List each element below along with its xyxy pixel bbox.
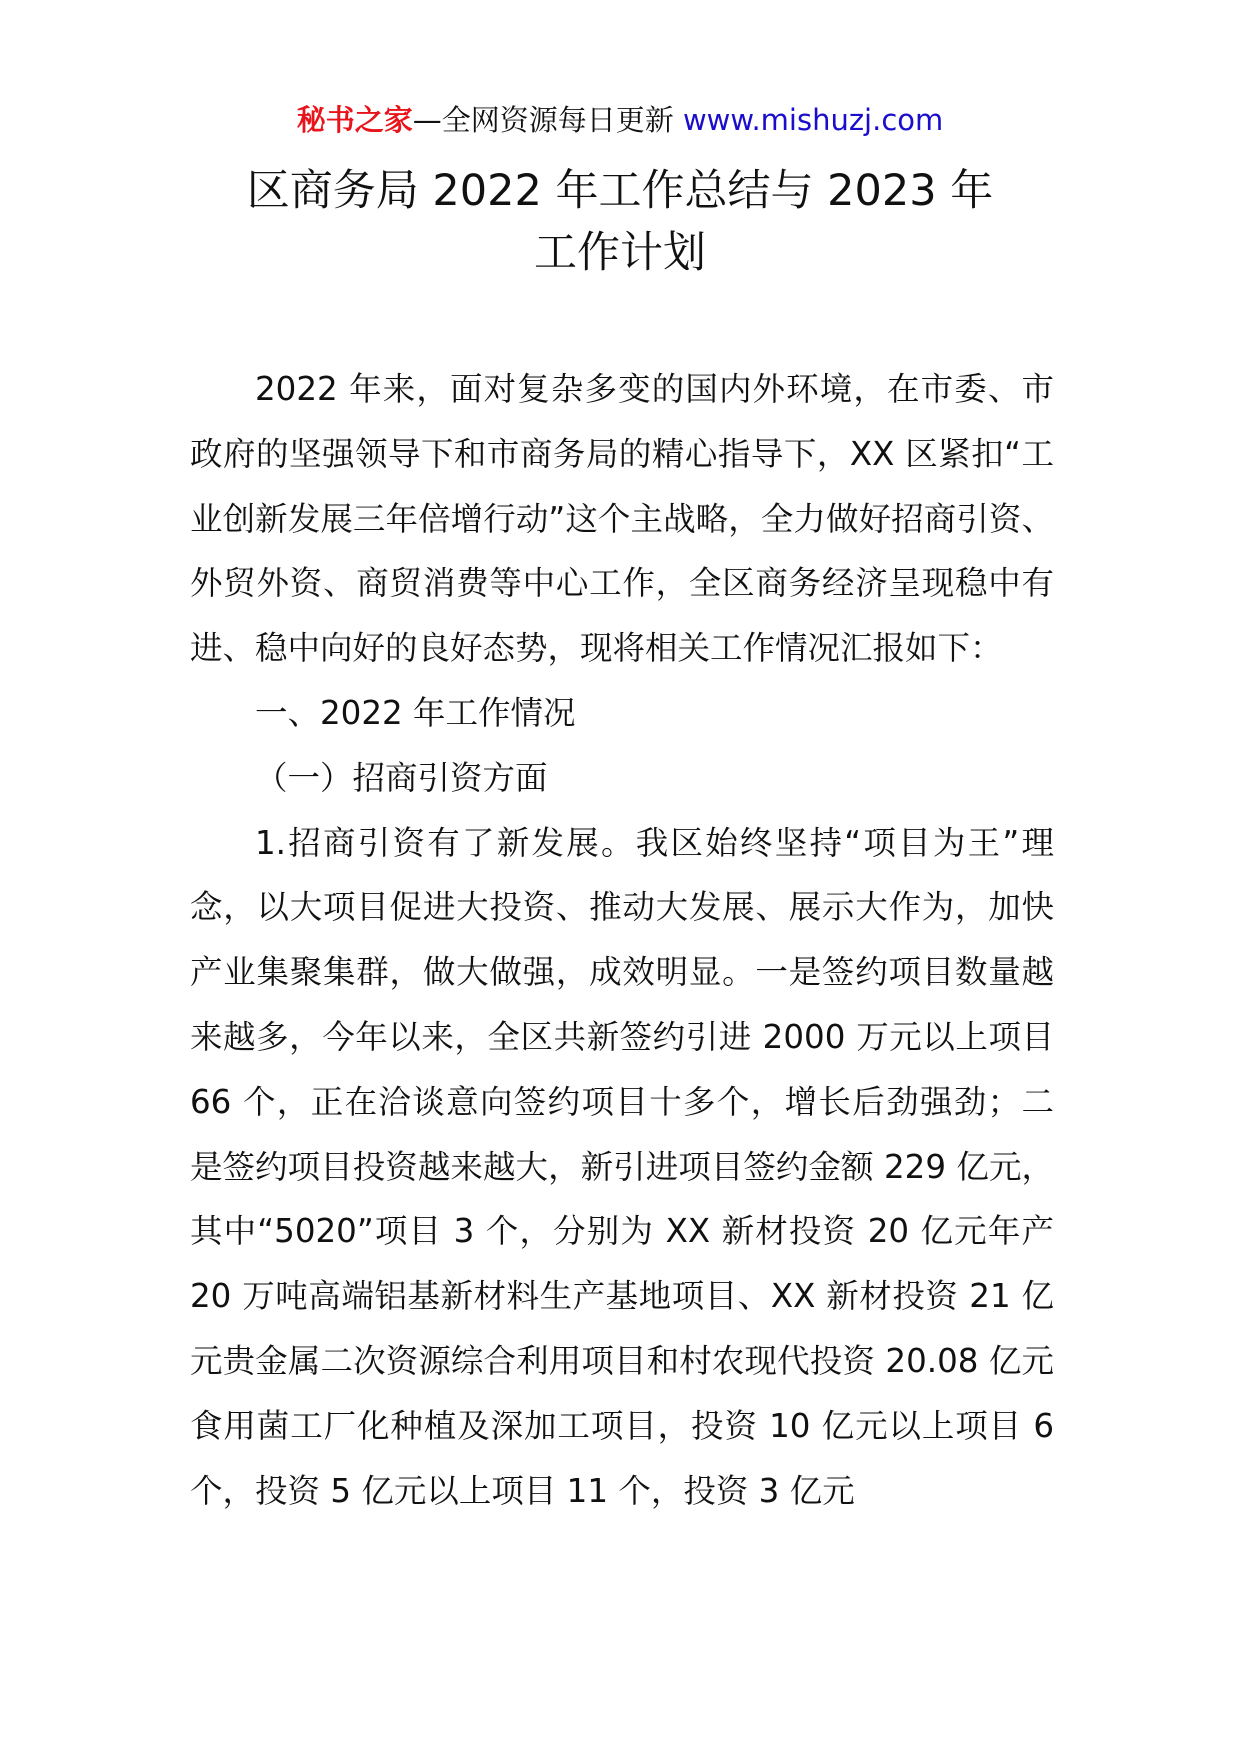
intro-paragraph: 2022 年来，面对复杂多变的国内外环境，在市委、市政府的坚强领导下和市商务局的精心指导下，XX 区紧扣“工业创新发展三年倍增行动”这个主战略，全力做好招商引资、外贸外资、商贸消费等中心工作，全区商务经济呈现稳中有进、稳中向好的良好态势，现将相关工作情况汇报如下： [190, 370, 1054, 668]
section-heading: 一、2022 年工作情况 [255, 693, 576, 732]
subsection-heading: （一）招商引资方面 [255, 758, 548, 797]
title-line-2: 工作计划 [534, 228, 706, 278]
site-url[interactable]: www.mishuzj.com [682, 103, 944, 137]
document-body [190, 357, 1054, 1523]
brand-name: 秘书之家 [296, 103, 413, 137]
title-line-1: 区商务局 2022 年工作总结与 2023 年 [246, 166, 994, 216]
header-tagline: —全网资源每日更新 [412, 103, 683, 137]
item-paragraph: 1.招商引资有了新发展。我区始终坚持“项目为王”理念，以大项目促进大投资、推动大发展、展示大作为，加快产业集聚集群，做大做强，成效明显。一是签约项目数量越来越多，今年以来，全区共新签约引进 2000 万元以上项目 66 个，正在洽谈意向签约项目十多个，增长后劲强劲；二是签约项目投资越来越大，新引进项目签约金额 229 亿元，其中“5020”项目 3 个，分别为 XX 新材投资 20 亿元年产 20 万吨高端铝基新材料生产基地项目、XX 新材投资 21 亿元贵金属二次资源综合利用项目和村农现代投资 20.08 亿元食用菌工厂化种植及深加工项目，投资 10 亿元以上项目 6 个，投资 5 亿元以上项目 11 个，投资 3 亿元 [190, 823, 1054, 1510]
site-header [0, 100, 1240, 140]
document-title [0, 160, 1240, 284]
